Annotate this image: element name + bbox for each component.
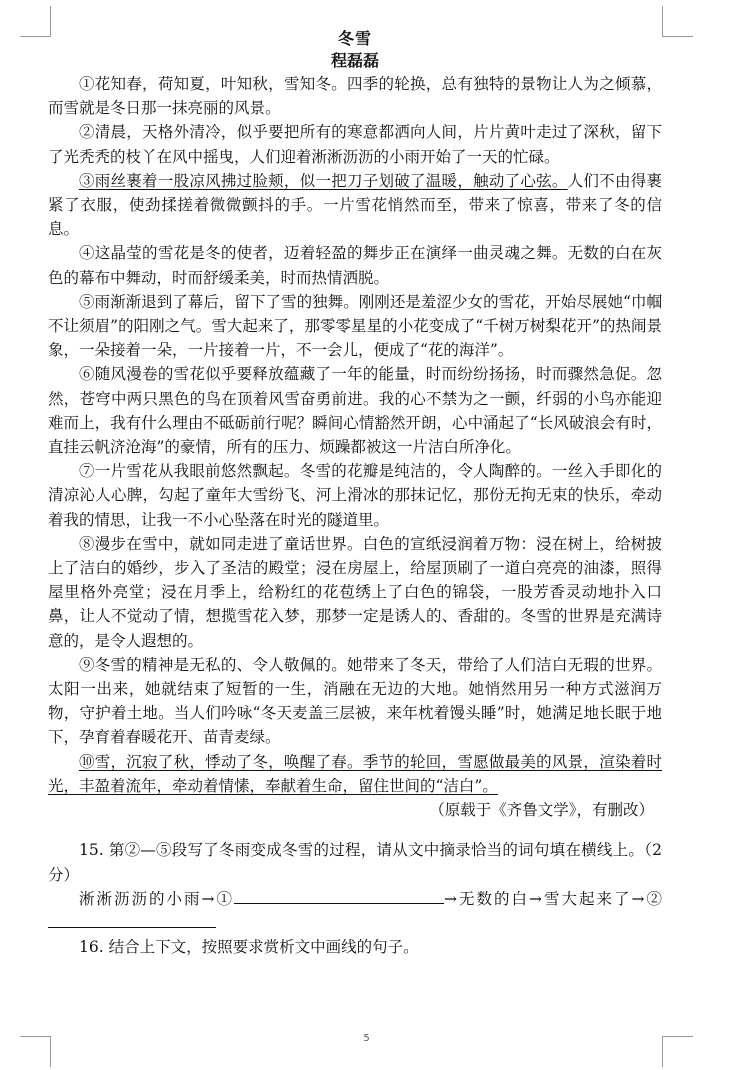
paragraph-text: ②清晨，天格外清冷，似乎要把所有的寒意都洒向人间，片片黄叶走过了深秋，留下了光秃秃的枝丫在风中摇曳，人们迎着淅淅沥沥的小雨开始了一天的忙碌。 <box>48 123 662 166</box>
paragraph-10 <box>48 750 662 798</box>
page-number: 5 <box>363 1033 370 1044</box>
paragraph-text: ⑦一片雪花从我眼前悠然飘起。冬雪的花瓣是纯洁的，令人陶醉的。一丝入手即化的清凉沁人心脾，勾起了童年大雪纷飞、河上滑冰的那抹记忆，那份无拘无束的快乐，牵动着我的情思，让我一不小心坠落在时光的隧道里。 <box>48 462 662 529</box>
paragraph-text: ⑨冬雪的精神是无私的、令人敬佩的。她带来了冬天，带给了人们洁白无瑕的世界。太阳一出来，她就结束了短暂的一生，消融在无边的大地。她悄然用另一种方式滋润万物，守护着土地。当人们吟咏“冬天麦盖三层被，来年枕着馒头睡”时，她满足地长眠于地下，孕育着春暖花开、苗青麦绿。 <box>48 655 662 747</box>
paragraph-text: ⑤雨渐渐退到了幕后，留下了雪的独舞。刚刚还是羞涩少女的雪花，开始尽展她“巾帼不让须眉”的阳刚之气。雪大起来了，那零零星星的小花变成了“千树万树梨花开”的热闹景象，一朵接着一朵，一片接着一片，不一会儿，便成了“花的海洋”。 <box>48 292 662 360</box>
chain-start: 淅淅沥沥的小雨→① <box>79 889 235 908</box>
question-16-stem: 16. 结合上下文，按照要求赏析文中画线的句子。 <box>79 938 419 957</box>
article-author: 程磊磊 <box>330 51 379 70</box>
document-body <box>48 28 662 959</box>
paragraph-1 <box>48 72 662 120</box>
question-15-stem: 15. 第②—⑤段写了冬雨变成冬雪的过程，请从文中摘录恰当的词句填在横线上。（2分） <box>48 841 662 884</box>
paragraph-text: ④这晶莹的雪花是冬的使者，迈着轻盈的舞步正在演绎一曲灵魂之舞。无数的白在灰色的幕布中舞动，时而舒缓柔美，时而热情洒脱。 <box>48 244 662 287</box>
crop-mark-top-left <box>20 6 51 37</box>
underlined-sentence: ③雨丝裹着一股凉风拂过脸颊，似一把刀子划破了温暖，触动了心弦。 <box>79 171 568 190</box>
chain-mid: →无数的白→雪大起来了→② <box>444 889 662 908</box>
paragraph-9 <box>48 653 662 750</box>
paragraph-2 <box>48 120 662 168</box>
paragraph-text: ⑧漫步在雪中，就如同走进了童话世界。白色的宣纸浸润着万物：浸在树上，给树披上了洁白的婚纱，步入了圣洁的殿堂；浸在房屋上，给屋顶刷了一道白亮亮的油漆，照得屋里格外亮堂；浸在月季上，给粉红的花苞绣上了白色的锦袋，一股芳香灵动地扑入口鼻，让人不觉动了情，想揽雪花入梦，那梦一定是诱人的、香甜的。冬雪的世界是充满诗意的，是令人遐想的。 <box>48 534 662 650</box>
paragraph-text: ⑥随风漫卷的雪花似乎要释放蕴藏了一年的能量，时而纷纷扬扬，时而骤然急促。忽然，苍穹中两只黑色的鸟在顶着风雪奋勇前进。我的心不禁为之一颤，纤弱的小鸟亦能迎难而上，我有什么理由不砥砺前行呢？瞬间心情豁然开朗，心中涌起了“长风破浪会有时，直挂云帆济沧海”的豪情，所有的压力、烦躁都被这一片洁白所净化。 <box>48 365 662 457</box>
answer-blank-1[interactable] <box>234 887 444 904</box>
paragraph-6 <box>48 362 662 459</box>
underlined-sentence: ⑩雪，沉寂了秋，悸动了冬，唤醒了春。季节的轮回，雪愿做最美的风景，渲染着时光，丰盈着流年，牵动着情愫，奉献着生命，留住世间的“洁白”。 <box>48 752 662 795</box>
paragraph-text: ①花知春，荷知夏，叶知秋，雪知冬。四季的轮换，总有独特的景物让人为之倾慕，而雪就是冬日那一抹亮丽的风景。 <box>48 75 662 118</box>
paragraph-text: 人们不由得裹紧了衣服，使劲揉搓着微微颤抖的手。一片雪花悄然而至，带来了惊喜，带来了冬的信息。 <box>48 171 662 239</box>
paragraph-8 <box>48 532 662 653</box>
paragraph-3 <box>48 169 662 242</box>
paragraph-5 <box>48 290 662 363</box>
paragraph-7 <box>48 459 662 532</box>
paragraph-4 <box>48 241 662 289</box>
article-title: 冬雪 <box>337 29 372 48</box>
article-source: （原载于《齐鲁文学》，有删改） <box>429 801 654 820</box>
crop-mark-top-right <box>662 6 693 37</box>
answer-blank-2[interactable] <box>48 911 216 928</box>
question-15-answer-line <box>48 887 662 935</box>
